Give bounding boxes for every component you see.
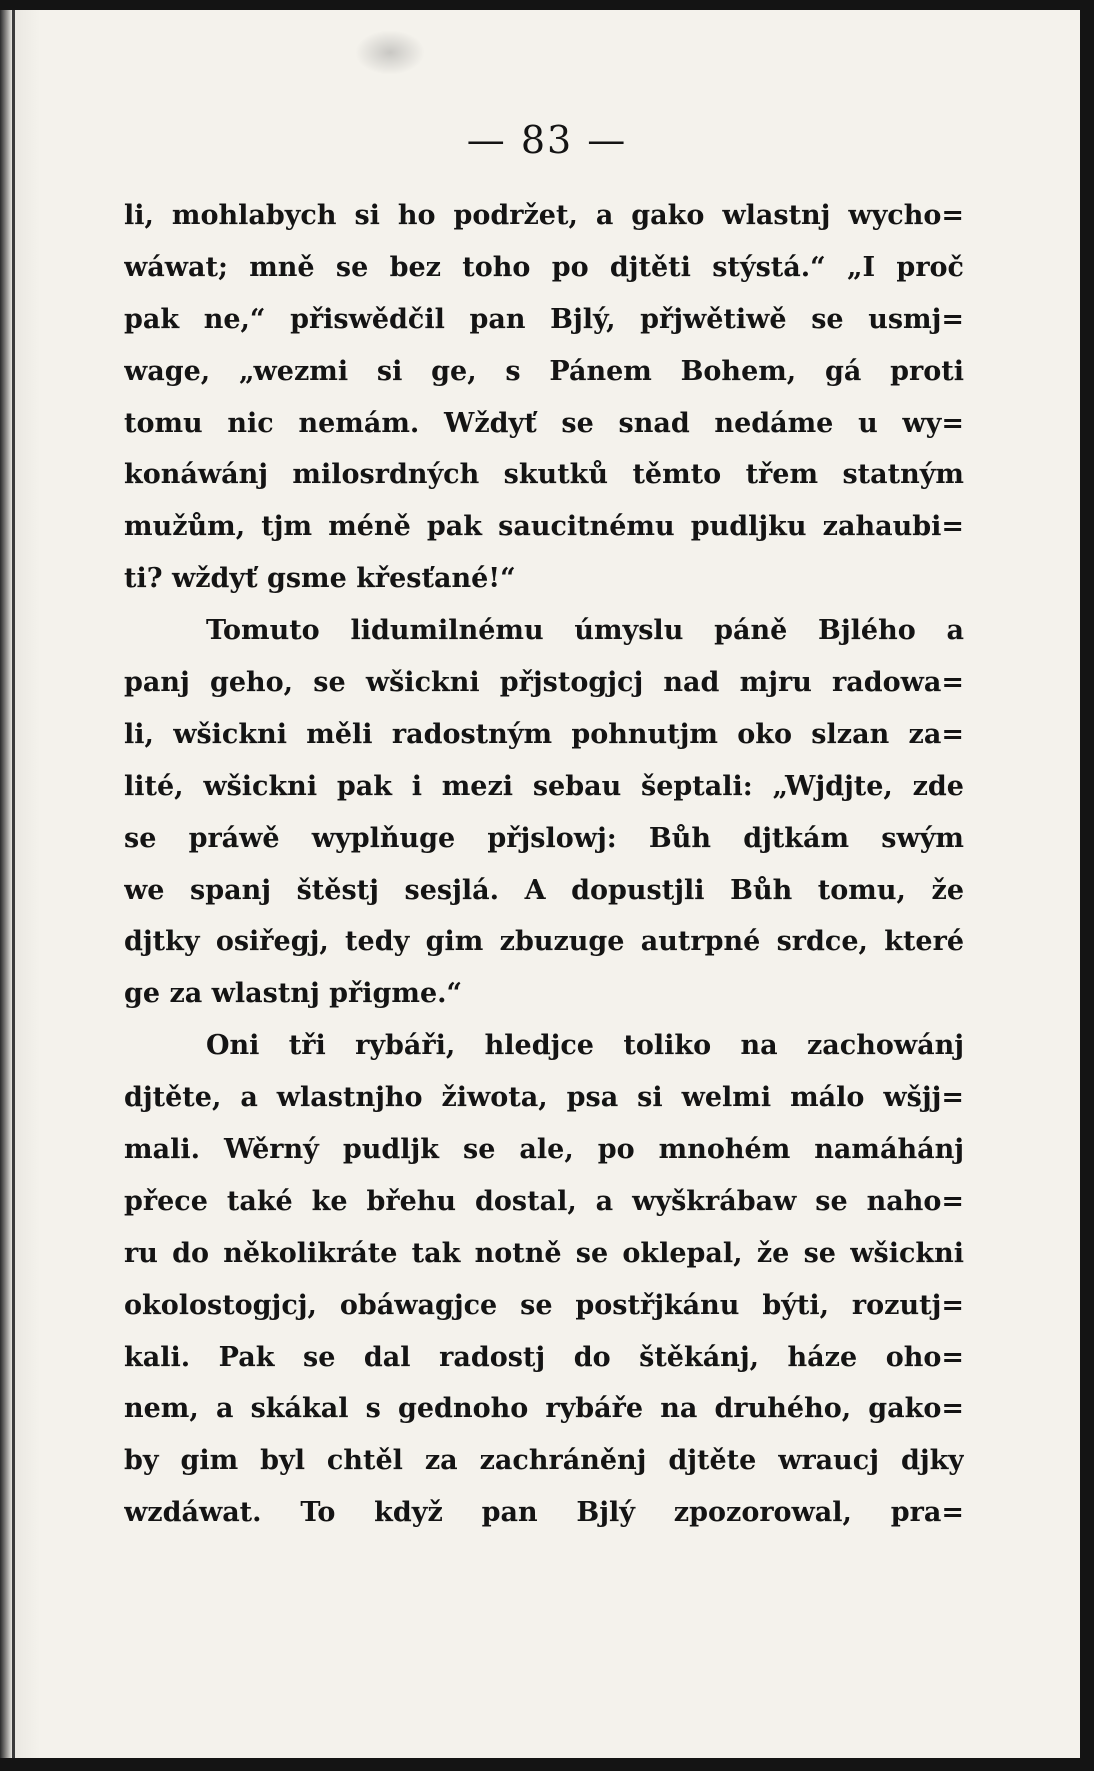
- text-line: wage, „wezmi si ge, s Pánem Bohem, gá proti: [124, 355, 964, 387]
- text-line: Tomuto lidumilnému úmyslu páně Bjlého a: [206, 615, 964, 647]
- text-line: by gim byl chtěl za zachráněnj djtěte wraucj djky: [124, 1445, 964, 1477]
- text-line: mužům, tjm méně pak saucitnému pudljku zahaubi=: [124, 511, 964, 543]
- text-line: se práwě wyplňuge přjslowj: Bůh djtkám swým: [124, 822, 964, 854]
- text-line: lité, wšickni pak i mezi sebau šeptali: „Wjdjte, zde: [124, 770, 964, 802]
- text-line: přece také ke břehu dostal, a wyškrábaw se naho=: [124, 1185, 964, 1217]
- text-line: li, wšickni měli radostným pohnutjm oko slzan za=: [124, 718, 964, 750]
- text-line: ru do několikráte tak notně se oklepal, že se wšickni: [124, 1237, 964, 1269]
- text-line: djtky osiřegj, tedy gim zbuzuge autrpné srdce, které: [124, 926, 964, 958]
- text-line: nem, a skákal s gednoho rybáře na druhého, gako=: [124, 1393, 964, 1425]
- text-line: panj geho, se wšickni přjstogjcj nad mjru radowa=: [124, 667, 964, 699]
- page-border-line: [12, 10, 15, 1758]
- text-line: konáwánj milosrdných skutků těmto třem statným: [124, 459, 964, 491]
- text-line: ge za wlastnj přigme.“: [124, 978, 463, 1010]
- text-line: we spanj štěstj sesjlá. A dopustjli Bůh tomu, že: [124, 874, 964, 906]
- page-number: — 83 —: [466, 118, 628, 162]
- text-line: djtěte, a wlastnjho žiwota, psa si welmi málo wšjj=: [124, 1082, 964, 1114]
- text-line: li, mohlabych si ho podržet, a gako wlastnj wycho=: [124, 200, 964, 231]
- ink-smudge: [355, 30, 425, 75]
- text-line: kali. Pak se dal radostj do štěkánj, háze oho=: [124, 1341, 964, 1373]
- text-line: tomu nic nemám. Wždyť se snad nedáme u wy=: [124, 407, 964, 439]
- text-line: wáwat; mně se bez toho po djtěti stýstá.“ „I proč: [124, 251, 964, 283]
- body-text: [124, 190, 964, 1539]
- text-line: ti? wždyť gsme křesťané!“: [124, 563, 516, 595]
- text-line: mali. Wěrný pudljk se ale, po mnohém namáhánj: [124, 1134, 964, 1166]
- text-line: okolostogjcj, obáwagjce se postřjkánu býti, rozutj=: [124, 1289, 964, 1321]
- text-line: Oni tři rybáři, hledjce toliko na zachowánj: [206, 1030, 964, 1062]
- page-edge-shadow: [0, 10, 40, 1758]
- text-line: pak ne,“ přiswědčil pan Bjlý, přjwětiwě se usmj=: [124, 303, 964, 335]
- text-line: wzdáwat. To když pan Bjlý zpozorowal, pra=: [124, 1497, 964, 1529]
